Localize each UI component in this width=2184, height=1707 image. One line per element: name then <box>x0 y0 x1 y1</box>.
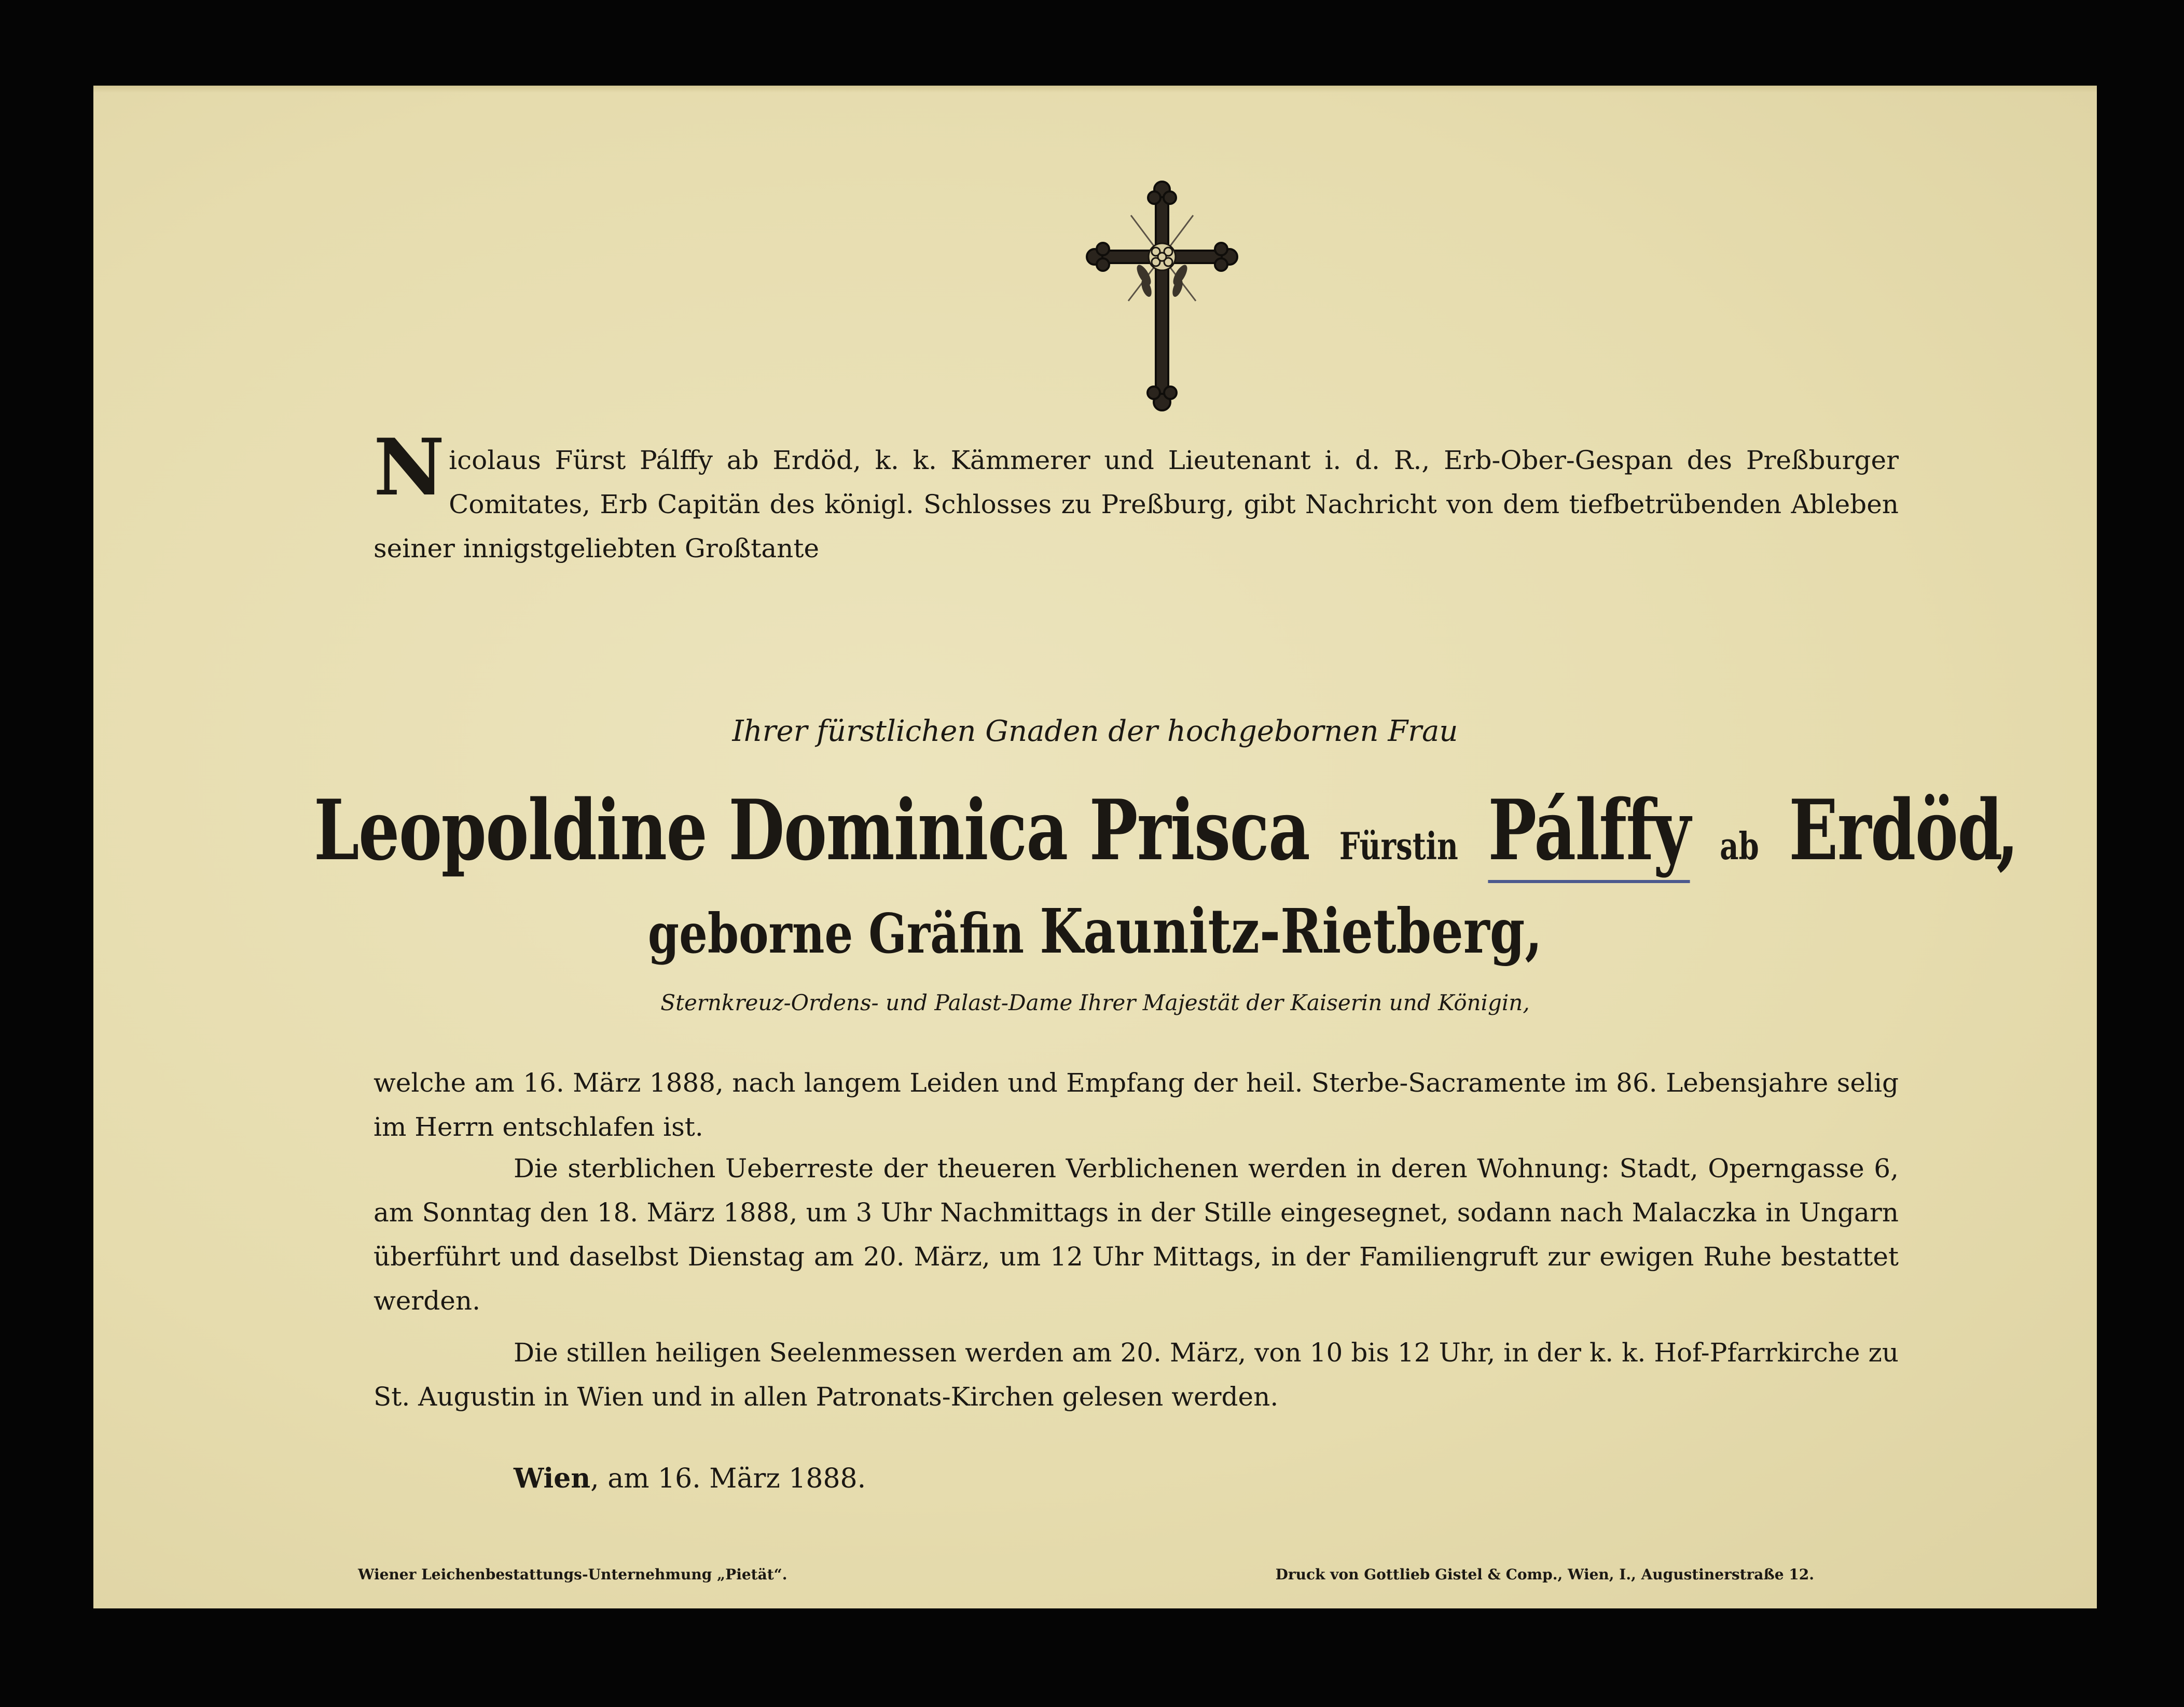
masses-paragraph: Die stillen heiligen Seelenmessen werden am 20. März, von 10 bis 12 Uhr, in der k. k. Hof-Pfarrkirche zu St. Augustin in Wien und in allen Patronats-Kirchen gelesen werden. <box>374 1338 1899 1412</box>
death-paragraph: welche am 16. März 1888, nach langem Leiden und Empfang der heil. Sterbe-Sacramente im 86. Lebensjahre selig im Herrn entschlafen ist. <box>374 1068 1899 1142</box>
deceased-family-name: Pálffy <box>1488 781 1690 883</box>
deceased-particle: ab <box>1720 824 1759 868</box>
deceased-name-comma: , <box>1996 781 2019 879</box>
mourning-notice-sheet <box>93 86 2097 1608</box>
dateline-place: Wien <box>514 1463 591 1494</box>
salutation-line: Ihrer fürstlichen Gnaden der hochgebornen Frau <box>732 714 1458 748</box>
deceased-title: Fürstin <box>1339 824 1458 868</box>
ornamental-cross-icon <box>1079 179 1245 418</box>
born-title: Gräfin <box>868 901 1025 966</box>
undertaker-imprint: Wiener Leichenbestattungs-Unternehmung „Pietät“. <box>358 1566 787 1583</box>
dateline <box>514 1461 866 1497</box>
printer-imprint: Druck von Gottlieb Gistel & Comp., Wien, I., Augustinerstraße 12. <box>1275 1566 1814 1583</box>
remains-paragraph: Die sterblichen Ueberreste der theueren Verblichenen werden in deren Wohnung: Stadt, Operngasse 6, am Sonntag den 18. März 1888, um 3 Uhr Nachmittags in der Stille eingesegnet, sodann nach Malaczka in Ungarn überführt und daselbst Dienstag am 20. März, um 12 Uhr Mittags, in der Familiengruft zur ewigen Ruhe bestattet werden. <box>374 1153 1899 1316</box>
born-name: Kaunitz-Rietberg, <box>1040 895 1543 967</box>
dateline-date: , am 16. März 1888. <box>590 1463 866 1494</box>
deceased-estate: Erdöd <box>1789 781 2002 879</box>
orders-line: Sternkreuz-Ordens- und Palast-Dame Ihrer Majestät der Kaiserin und Königin, <box>660 990 1530 1015</box>
deceased-given-names: Leopoldine Dominica Prisca <box>313 781 1310 879</box>
intro-paragraph: Nicolaus Fürst Pálffy ab Erdöd, k. k. Kämmerer und Lieutenant i. d. R., Erb-Ober-Gespan des Preßburger Comitates, Erb Capitän des königl. Schlosses zu Preßburg, gibt Nachricht von dem tiefbetrübenden Ableben seiner innigstgeliebten Großtante <box>374 422 1899 563</box>
deceased-name <box>313 778 2019 898</box>
paper-edge <box>93 86 2097 93</box>
born-prefix: geborne <box>647 901 853 966</box>
birth-name <box>274 895 1917 967</box>
